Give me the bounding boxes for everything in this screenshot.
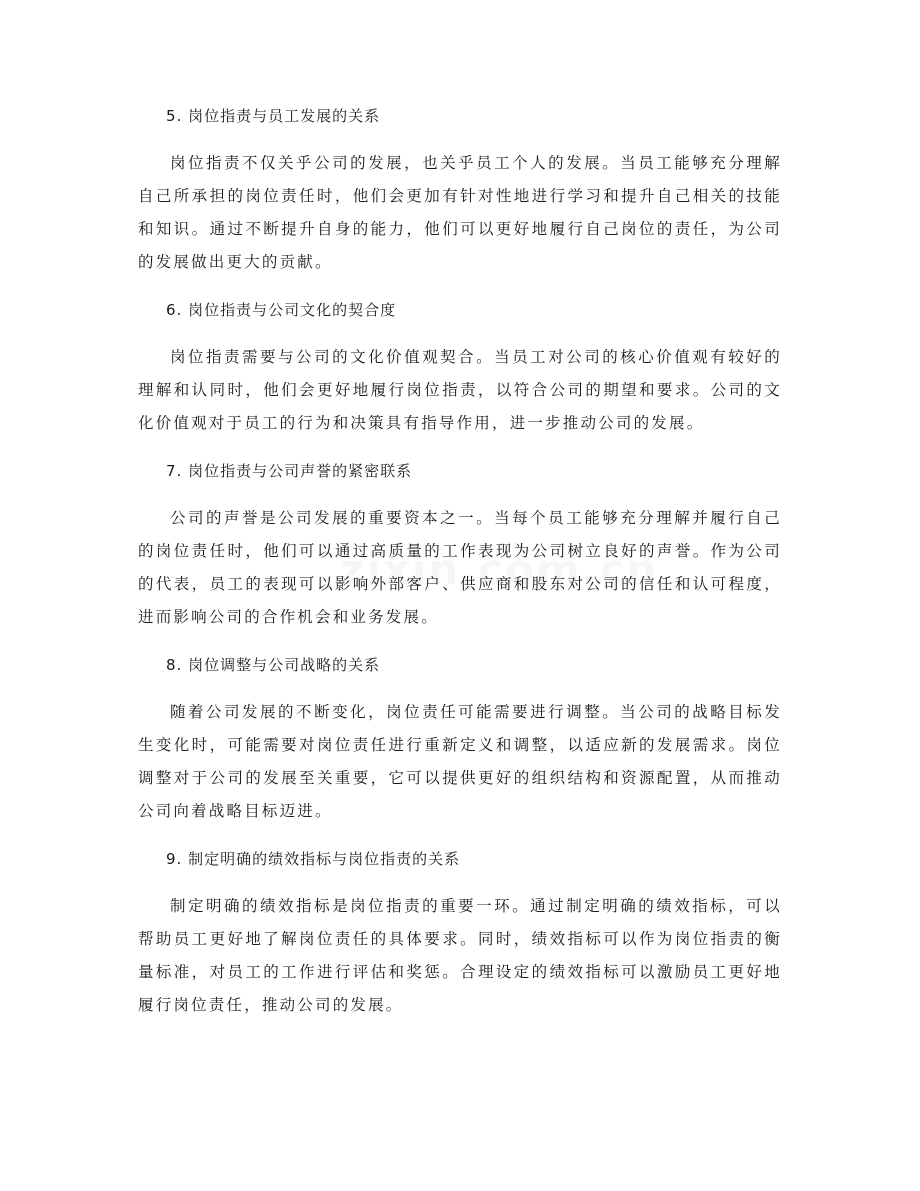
section-8 — [138, 653, 782, 828]
section-paragraph: 制定明确的绩效指标是岗位指责的重要一环。通过制定明确的绩效指标，可以帮助员工更好地了解岗位责任的具体要求。同时，绩效指标可以作为岗位指责的衡量标准，对员工的工作进行评估和奖惩。合理设定的绩效指标可以激励员工更好地履行岗位责任，推动公司的发展。 — [138, 897, 782, 1014]
section-5 — [138, 104, 782, 279]
section-9 — [138, 847, 782, 1022]
section-heading: 7. 岗位指责与公司声誉的紧密联系 — [166, 462, 413, 480]
section-heading: 9. 制定明确的绩效指标与岗位指责的关系 — [166, 850, 461, 868]
section-paragraph: 公司的声誉是公司发展的重要资本之一。当每个员工能够充分理解并履行自己的岗位责任时，他们可以通过高质量的工作表现为公司树立良好的声誉。作为公司的代表，员工的表现可以影响外部客户、供应商和股东对公司的信任和认可程度，进而影响公司的合作机会和业务发展。 — [138, 509, 782, 626]
section-heading: 5. 岗位指责与员工发展的关系 — [166, 107, 381, 125]
section-heading: 8. 岗位调整与公司战略的关系 — [166, 656, 381, 674]
section-paragraph: 岗位指责需要与公司的文化价值观契合。当员工对公司的核心价值观有较好的理解和认同时，他们会更好地履行岗位指责，以符合公司的期望和要求。公司的文化价值观对于员工的行为和决策具有指导作用，进一步推动公司的发展。 — [138, 348, 782, 432]
section-paragraph: 随着公司发展的不断变化，岗位责任可能需要进行调整。当公司的战略目标发生变化时，可能需要对岗位责任进行重新定义和调整，以适应新的发展需求。岗位调整对于公司的发展至关重要，它可以提供更好的组织结构和资源配置，从而推动公司向着战略目标迈进。 — [138, 703, 782, 820]
section-7 — [138, 459, 782, 634]
section-6 — [138, 298, 782, 440]
section-heading: 6. 岗位指责与公司文化的契合度 — [166, 301, 397, 319]
section-paragraph: 岗位指责不仅关乎公司的发展，也关乎员工个人的发展。当员工能够充分理解自己所承担的岗位责任时，他们会更加有针对性地进行学习和提升自己相关的技能和知识。通过不断提升自身的能力，他们可以更好地履行自己岗位的责任，为公司的发展做出更大的贡献。 — [138, 154, 782, 271]
